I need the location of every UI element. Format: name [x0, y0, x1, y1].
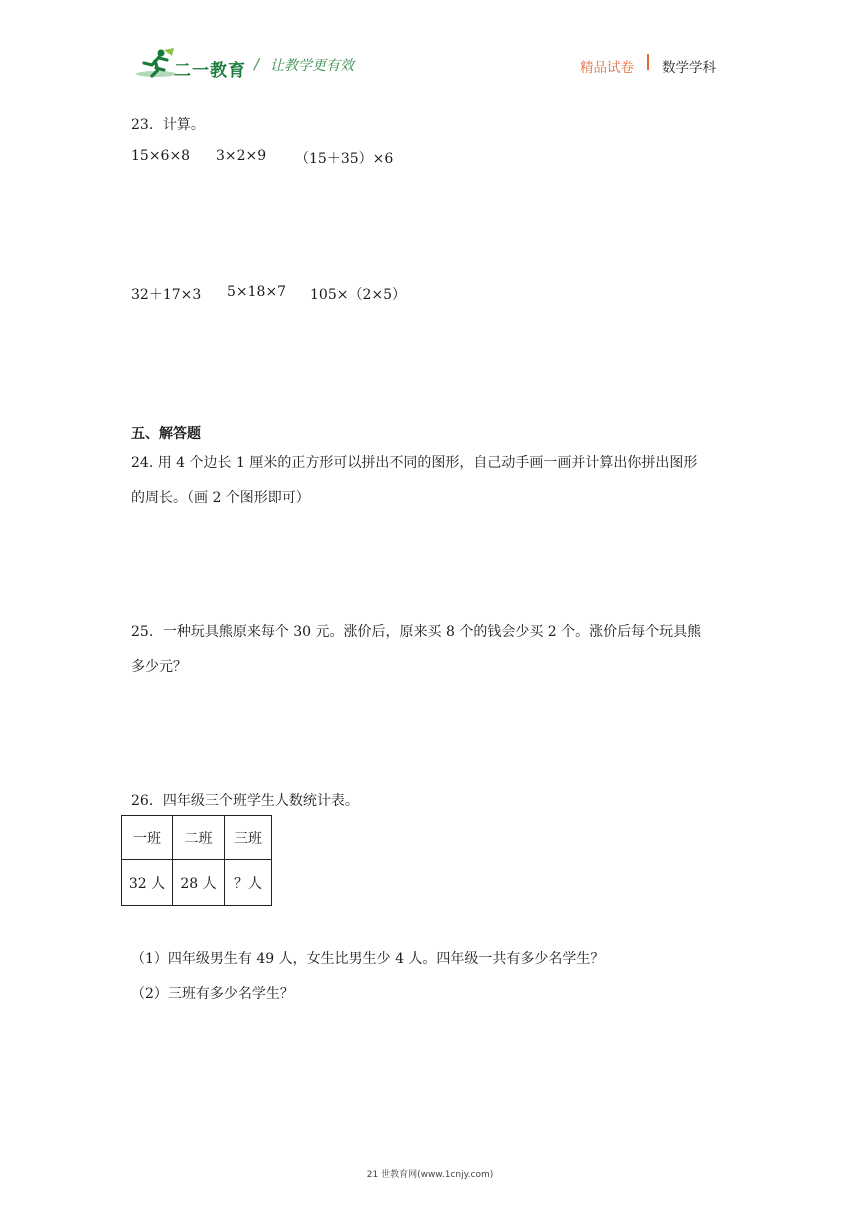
table-cell: 28 人	[173, 860, 225, 906]
q24-line-2: 的周长。（画 2 个图形即可）	[131, 490, 310, 506]
header-subject: 数学学科	[662, 60, 716, 76]
page-footer: 21 世教育网(www.1cnjy.com)	[366, 1170, 494, 1180]
q25-line-2: 多少元？	[131, 659, 187, 675]
q23-expr-5: 5×18×7	[227, 284, 287, 300]
header-category: 精品试卷	[580, 60, 634, 76]
header-separator	[647, 54, 649, 70]
q23-expr-1: 15×6×8	[131, 148, 191, 164]
header-divider-slash: /	[254, 55, 260, 73]
table-header-row	[122, 816, 272, 860]
q23-expr-3: （15＋35）×6	[295, 151, 394, 167]
table-cell: 32 人	[122, 860, 173, 906]
q26-sub-2: （2）三班有多少名学生？	[131, 986, 294, 1002]
table-header-cell: 二班	[173, 816, 225, 860]
section-title: 五、解答题	[131, 426, 201, 442]
q24-line-1: 24. 用 4 个边长 1 厘米的正方形可以拼出不同的图形，自己动手画一画并计算出你拼出图形	[131, 455, 698, 471]
q26-title: 26．四年级三个班学生人数统计表。	[131, 793, 359, 809]
table-header-cell: 三班	[225, 816, 272, 860]
q23-expr-2: 3×2×9	[216, 148, 267, 164]
q26-sub-1: （1）四年级男生有 49 人，女生比男生少 4 人。四年级一共有多少名学生？	[131, 951, 605, 967]
logo-text: 二一教育	[174, 61, 246, 81]
table-cell: ？人	[225, 860, 272, 906]
q23-expr-6: 105×（2×5）	[310, 287, 406, 303]
table-header-cell: 一班	[122, 816, 173, 860]
q25-line-1: 25．一种玩具熊原来每个 30 元。涨价后，原来买 8 个的钱会少买 2 个。涨价后每个玩具熊	[131, 624, 702, 640]
header-slogan: 让教学更有效	[270, 58, 354, 74]
q23-expr-4: 32＋17×3	[131, 287, 202, 303]
q23-title: 23．计算。	[131, 117, 205, 133]
class-stats-table	[121, 815, 272, 906]
table-row	[122, 860, 272, 906]
